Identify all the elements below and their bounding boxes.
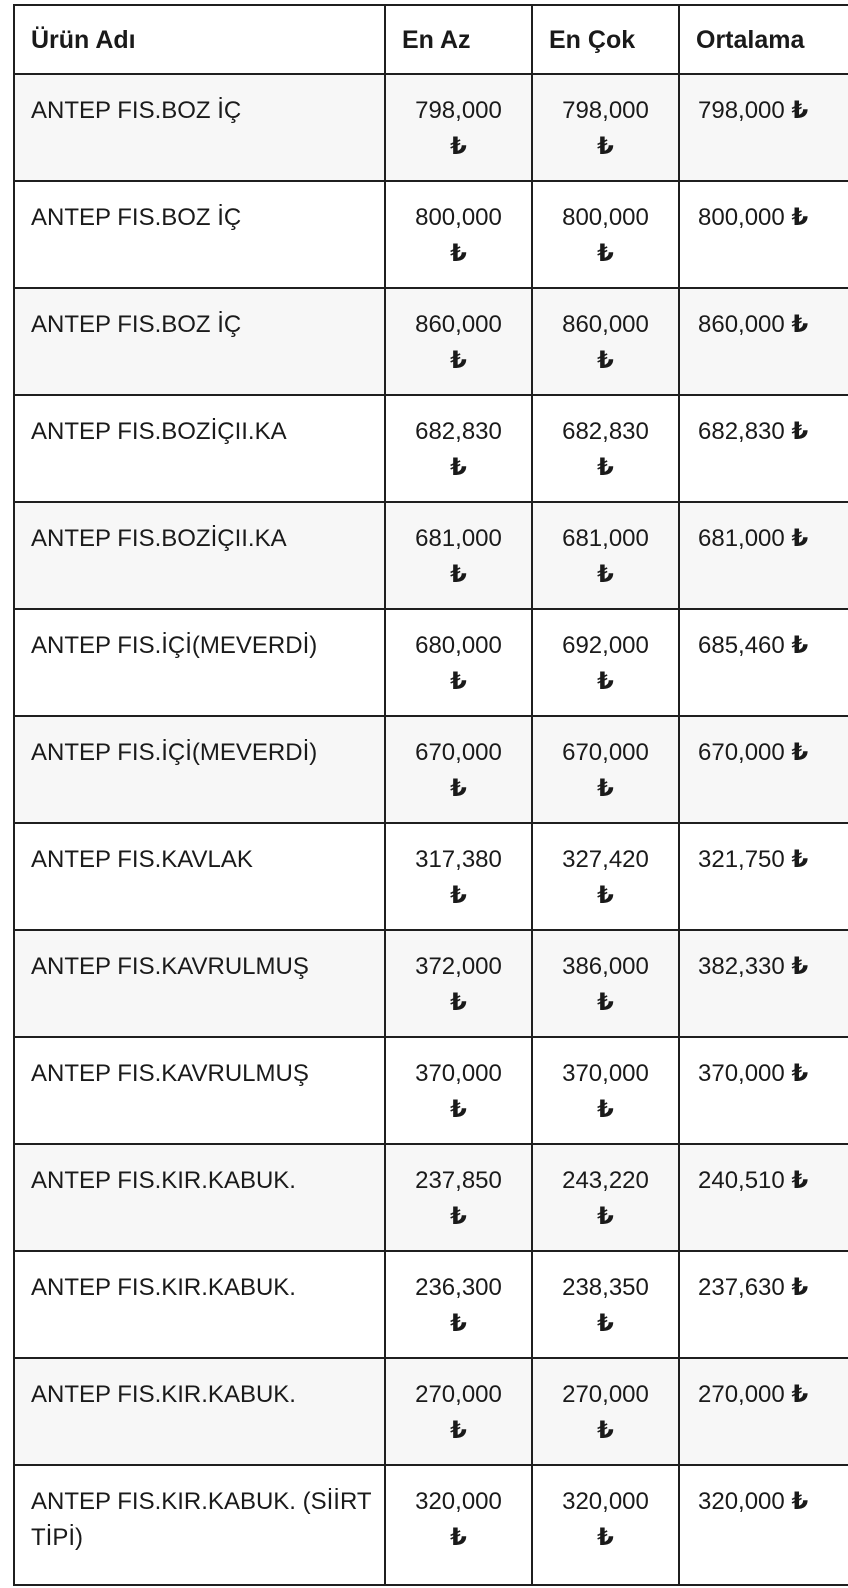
cell-product-name: ANTEP FIS.BOZ İÇ — [14, 74, 385, 181]
cell-min — [385, 1251, 532, 1358]
lira-icon: ₺ — [597, 1203, 614, 1230]
cell-max — [532, 395, 679, 502]
lira-icon: ₺ — [597, 1524, 614, 1551]
min-value: 682,830 — [415, 418, 502, 445]
column-header-avg[interactable]: Ortalama — [679, 5, 848, 74]
lira-icon: ₺ — [597, 1096, 614, 1123]
avg-value: 800,000 — [698, 204, 785, 231]
lira-icon: ₺ — [791, 739, 809, 766]
cell-avg — [679, 716, 848, 823]
min-value: 798,000 — [415, 97, 502, 124]
cell-max — [532, 288, 679, 395]
avg-value: 370,000 — [698, 1060, 785, 1087]
avg-value: 321,750 — [698, 846, 785, 873]
cell-max — [532, 1251, 679, 1358]
cell-max — [532, 823, 679, 930]
lira-icon: ₺ — [791, 97, 809, 124]
cell-avg — [679, 1144, 848, 1251]
lira-icon: ₺ — [791, 311, 809, 338]
lira-icon: ₺ — [791, 525, 809, 552]
cell-max — [532, 1037, 679, 1144]
lira-icon: ₺ — [597, 133, 614, 160]
min-value: 237,850 — [415, 1167, 502, 1194]
lira-icon: ₺ — [791, 418, 809, 445]
cell-product-name: ANTEP FIS.İÇİ(MEVERDİ) — [14, 716, 385, 823]
table-row — [14, 288, 848, 395]
min-value: 800,000 — [415, 204, 502, 231]
table-row — [14, 1358, 848, 1465]
cell-product-name: ANTEP FIS.İÇİ(MEVERDİ) — [14, 609, 385, 716]
cell-product-name: ANTEP FIS.KIR.KABUK. — [14, 1144, 385, 1251]
lira-icon: ₺ — [791, 953, 809, 980]
max-value: 243,220 — [562, 1167, 649, 1194]
column-header-max[interactable]: En Çok — [532, 5, 679, 74]
cell-product-name: ANTEP FIS.KAVLAK — [14, 823, 385, 930]
min-value: 236,300 — [415, 1274, 502, 1301]
lira-icon: ₺ — [791, 204, 809, 231]
cell-max — [532, 716, 679, 823]
min-value: 320,000 — [415, 1488, 502, 1515]
avg-value: 237,630 — [698, 1274, 785, 1301]
cell-avg — [679, 395, 848, 502]
cell-min — [385, 181, 532, 288]
cell-max — [532, 1358, 679, 1465]
min-value: 681,000 — [415, 525, 502, 552]
lira-icon: ₺ — [597, 668, 614, 695]
cell-avg — [679, 1037, 848, 1144]
cell-product-name: ANTEP FIS.BOZİÇII.KA — [14, 395, 385, 502]
avg-value: 860,000 — [698, 311, 785, 338]
cell-product-name: ANTEP FIS.KIR.KABUK. (SİİRT TİPİ) — [14, 1465, 385, 1585]
cell-avg — [679, 74, 848, 181]
max-value: 800,000 — [562, 204, 649, 231]
column-header-product-name[interactable]: Ürün Adı — [14, 5, 385, 74]
min-value: 372,000 — [415, 953, 502, 980]
table-row — [14, 395, 848, 502]
cell-min — [385, 395, 532, 502]
min-value: 317,380 — [415, 846, 502, 873]
cell-max — [532, 502, 679, 609]
cell-avg — [679, 181, 848, 288]
cell-min — [385, 930, 532, 1037]
cell-min — [385, 502, 532, 609]
avg-value: 270,000 — [698, 1381, 785, 1408]
cell-min — [385, 716, 532, 823]
cell-max — [532, 74, 679, 181]
max-value: 327,420 — [562, 846, 649, 873]
lira-icon: ₺ — [450, 668, 467, 695]
cell-min — [385, 1144, 532, 1251]
cell-min — [385, 609, 532, 716]
lira-icon: ₺ — [597, 775, 614, 802]
lira-icon: ₺ — [791, 846, 809, 873]
avg-value: 382,330 — [698, 953, 785, 980]
lira-icon: ₺ — [597, 1417, 614, 1444]
lira-icon: ₺ — [450, 133, 467, 160]
cell-avg — [679, 609, 848, 716]
cell-product-name: ANTEP FIS.BOZ İÇ — [14, 288, 385, 395]
min-value: 680,000 — [415, 632, 502, 659]
cell-product-name: ANTEP FIS.KIR.KABUK. — [14, 1251, 385, 1358]
lira-icon: ₺ — [791, 1381, 809, 1408]
lira-icon: ₺ — [791, 1274, 809, 1301]
avg-value: 681,000 — [698, 525, 785, 552]
cell-min — [385, 74, 532, 181]
lira-icon: ₺ — [450, 561, 467, 588]
max-value: 270,000 — [562, 1381, 649, 1408]
table-row — [14, 716, 848, 823]
cell-max — [532, 930, 679, 1037]
cell-max — [532, 1144, 679, 1251]
avg-value: 682,830 — [698, 418, 785, 445]
min-value: 860,000 — [415, 311, 502, 338]
lira-icon: ₺ — [450, 1524, 467, 1551]
lira-icon: ₺ — [791, 632, 809, 659]
table-row — [14, 1465, 848, 1585]
cell-avg — [679, 1251, 848, 1358]
lira-icon: ₺ — [450, 989, 467, 1016]
lira-icon: ₺ — [450, 240, 467, 267]
header-row — [14, 5, 848, 74]
table-row — [14, 930, 848, 1037]
table-row — [14, 823, 848, 930]
table-body — [14, 74, 848, 1585]
max-value: 238,350 — [562, 1274, 649, 1301]
cell-min — [385, 823, 532, 930]
max-value: 682,830 — [562, 418, 649, 445]
lira-icon: ₺ — [597, 347, 614, 374]
avg-value: 798,000 — [698, 97, 785, 124]
table-row — [14, 74, 848, 181]
cell-product-name: ANTEP FIS.KAVRULMUŞ — [14, 1037, 385, 1144]
table-header — [14, 5, 848, 74]
max-value: 692,000 — [562, 632, 649, 659]
cell-min — [385, 1358, 532, 1465]
lira-icon: ₺ — [450, 775, 467, 802]
cell-product-name: ANTEP FIS.KIR.KABUK. — [14, 1358, 385, 1465]
cell-min — [385, 288, 532, 395]
cell-max — [532, 181, 679, 288]
max-value: 370,000 — [562, 1060, 649, 1087]
lira-icon: ₺ — [597, 454, 614, 481]
lira-icon: ₺ — [791, 1060, 809, 1087]
table-row — [14, 502, 848, 609]
max-value: 681,000 — [562, 525, 649, 552]
table-row — [14, 1037, 848, 1144]
avg-value: 320,000 — [698, 1488, 785, 1515]
max-value: 798,000 — [562, 97, 649, 124]
cell-avg — [679, 823, 848, 930]
lira-icon: ₺ — [450, 347, 467, 374]
lira-icon: ₺ — [450, 454, 467, 481]
lira-icon: ₺ — [597, 240, 614, 267]
price-table — [13, 4, 848, 1586]
lira-icon: ₺ — [597, 561, 614, 588]
cell-product-name: ANTEP FIS.BOZİÇII.KA — [14, 502, 385, 609]
table-row — [14, 181, 848, 288]
cell-avg — [679, 1358, 848, 1465]
table-row — [14, 609, 848, 716]
lira-icon: ₺ — [597, 882, 614, 909]
min-value: 370,000 — [415, 1060, 502, 1087]
lira-icon: ₺ — [597, 1310, 614, 1337]
cell-avg — [679, 288, 848, 395]
column-header-min[interactable]: En Az — [385, 5, 532, 74]
lira-icon: ₺ — [597, 989, 614, 1016]
lira-icon: ₺ — [450, 1310, 467, 1337]
max-value: 860,000 — [562, 311, 649, 338]
avg-value: 240,510 — [698, 1167, 785, 1194]
avg-value: 685,460 — [698, 632, 785, 659]
lira-icon: ₺ — [450, 1203, 467, 1230]
min-value: 670,000 — [415, 739, 502, 766]
cell-avg — [679, 930, 848, 1037]
cell-min — [385, 1037, 532, 1144]
cell-product-name: ANTEP FIS.KAVRULMUŞ — [14, 930, 385, 1037]
max-value: 386,000 — [562, 953, 649, 980]
table-row — [14, 1144, 848, 1251]
lira-icon: ₺ — [791, 1167, 809, 1194]
table-row — [14, 1251, 848, 1358]
cell-avg — [679, 1465, 848, 1585]
cell-max — [532, 609, 679, 716]
max-value: 670,000 — [562, 739, 649, 766]
lira-icon: ₺ — [450, 1417, 467, 1444]
cell-max — [532, 1465, 679, 1585]
min-value: 270,000 — [415, 1381, 502, 1408]
lira-icon: ₺ — [791, 1488, 809, 1515]
cell-product-name: ANTEP FIS.BOZ İÇ — [14, 181, 385, 288]
avg-value: 670,000 — [698, 739, 785, 766]
lira-icon: ₺ — [450, 882, 467, 909]
max-value: 320,000 — [562, 1488, 649, 1515]
lira-icon: ₺ — [450, 1096, 467, 1123]
cell-avg — [679, 502, 848, 609]
cell-min — [385, 1465, 532, 1585]
